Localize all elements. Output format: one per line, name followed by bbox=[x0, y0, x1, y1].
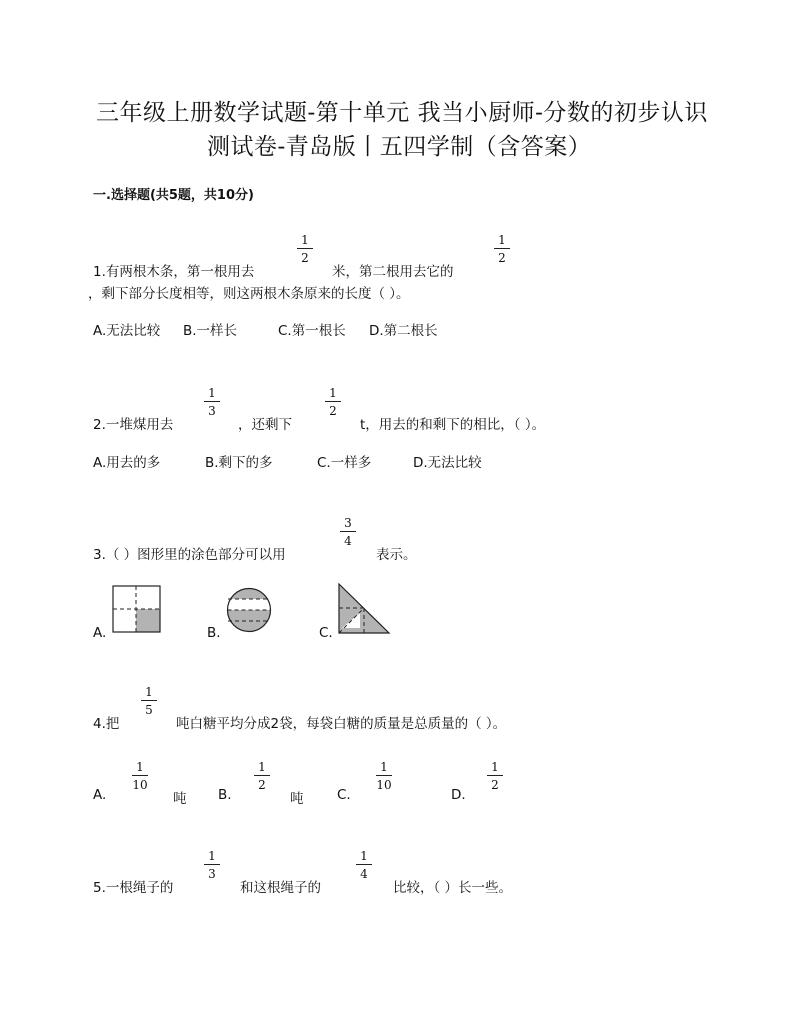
q4-frac1-denominator: 5 bbox=[145, 703, 153, 717]
q2-frac2-numerator: 1 bbox=[329, 386, 337, 400]
fraction-bar bbox=[297, 248, 313, 249]
fraction-bar bbox=[487, 775, 503, 776]
figure-a-shaded-quarter bbox=[136, 609, 160, 632]
q4-option-d-label[interactable]: D. bbox=[451, 787, 466, 803]
q2-option-c[interactable]: C.一样多 bbox=[317, 455, 372, 471]
q4-option-a-label[interactable]: A. bbox=[93, 787, 107, 803]
fraction-bar bbox=[204, 401, 220, 402]
q3-text-part2: 表示。 bbox=[376, 547, 417, 563]
q1-option-d[interactable]: D.第二根长 bbox=[369, 323, 438, 339]
q5-text-part2: 和这根绳子的 bbox=[240, 880, 321, 896]
q2-option-a[interactable]: A.用去的多 bbox=[93, 455, 161, 471]
q4-text-part2: 吨白糖平均分成2袋，每袋白糖的质量是总质量的（ ）。 bbox=[176, 716, 507, 732]
q2-option-b[interactable]: B.剩下的多 bbox=[205, 455, 273, 471]
q1-fraction-1 bbox=[294, 233, 316, 265]
q1-frac1-denominator: 2 bbox=[301, 251, 309, 265]
q1-frac2-denominator: 2 bbox=[498, 251, 506, 265]
q5-text-part1: 5.一根绳子的 bbox=[93, 880, 174, 896]
fraction-bar bbox=[340, 531, 356, 532]
q4-option-a-fraction bbox=[129, 760, 151, 792]
q3-figure-c-triangle[interactable] bbox=[338, 583, 392, 635]
fraction-bar bbox=[376, 775, 392, 776]
q4-option-b-unit: 吨 bbox=[290, 791, 304, 807]
q1-frac1-numerator: 1 bbox=[301, 233, 309, 247]
q4-option-c-label[interactable]: C. bbox=[337, 787, 351, 803]
q3-text-part1: 3.（ ）图形里的涂色部分可以用 bbox=[93, 547, 286, 563]
q3-frac1-denominator: 4 bbox=[344, 534, 352, 548]
q2-text-part3: t，用去的和剩下的相比，（ ）。 bbox=[360, 417, 546, 433]
q3-fraction-1 bbox=[337, 516, 359, 548]
document-title-line1: 三年级上册数学试题-第十单元 我当小厨师-分数的初步认识 bbox=[96, 100, 708, 126]
q1-option-b[interactable]: B.一样长 bbox=[183, 323, 238, 339]
q4-frac1-numerator: 1 bbox=[145, 685, 153, 699]
q5-text-part3: 比较，（ ）长一些。 bbox=[393, 880, 513, 896]
fraction-bar bbox=[494, 248, 510, 249]
q5-frac1-denominator: 3 bbox=[208, 867, 216, 881]
q2-text-part2: ，还剩下 bbox=[238, 417, 292, 433]
fraction-bar bbox=[356, 864, 372, 865]
q1-option-c[interactable]: C.第一根长 bbox=[278, 323, 346, 339]
q4-opt-a-denominator: 10 bbox=[132, 778, 148, 792]
q4-option-a-unit: 吨 bbox=[173, 791, 187, 807]
q4-opt-d-numerator: 1 bbox=[491, 760, 499, 774]
q4-opt-b-numerator: 1 bbox=[258, 760, 266, 774]
q4-option-d-fraction bbox=[484, 760, 506, 792]
q1-fraction-2 bbox=[491, 233, 513, 265]
q2-fraction-2 bbox=[322, 386, 344, 418]
q3-figure-b-circle[interactable] bbox=[226, 587, 272, 633]
q4-fraction-1 bbox=[138, 685, 160, 717]
q1-text-part1: 1.有两根木条，第一根用去 bbox=[93, 264, 255, 280]
q2-option-d[interactable]: D.无法比较 bbox=[413, 455, 482, 471]
q4-option-b-fraction bbox=[251, 760, 273, 792]
fraction-bar bbox=[204, 864, 220, 865]
q2-text-part1: 2.一堆煤用去 bbox=[93, 417, 174, 433]
q4-opt-b-denominator: 2 bbox=[258, 778, 266, 792]
q1-text-part2: 米，第二根用去它的 bbox=[332, 264, 454, 280]
q1-option-a[interactable]: A.无法比较 bbox=[93, 323, 161, 339]
q4-opt-c-numerator: 1 bbox=[380, 760, 388, 774]
q4-text-part1: 4.把 bbox=[93, 716, 120, 732]
q4-opt-c-denominator: 10 bbox=[376, 778, 392, 792]
fraction-bar bbox=[132, 775, 148, 776]
q1-text-line2: ，剩下部分长度相等，则这两根木条原来的长度（ ）。 bbox=[88, 286, 410, 302]
q3-option-c[interactable]: C. bbox=[319, 625, 333, 641]
q5-frac2-denominator: 4 bbox=[360, 867, 368, 881]
q2-frac2-denominator: 2 bbox=[329, 404, 337, 418]
document-title-line2: 测试卷-青岛版丨五四学制（含答案） bbox=[207, 134, 592, 160]
q1-frac2-numerator: 1 bbox=[498, 233, 506, 247]
q3-figure-a-square[interactable] bbox=[112, 585, 162, 633]
fraction-bar bbox=[325, 401, 341, 402]
section-heading: 一.选择题(共5题，共10分) bbox=[93, 188, 254, 203]
q5-frac2-numerator: 1 bbox=[360, 849, 368, 863]
q4-option-b-label[interactable]: B. bbox=[218, 787, 232, 803]
q5-fraction-2 bbox=[353, 849, 375, 881]
fraction-bar bbox=[254, 775, 270, 776]
q4-opt-a-numerator: 1 bbox=[136, 760, 144, 774]
q4-opt-d-denominator: 2 bbox=[491, 778, 499, 792]
q4-option-c-fraction bbox=[373, 760, 395, 792]
q5-fraction-1 bbox=[201, 849, 223, 881]
q3-option-b[interactable]: B. bbox=[207, 625, 221, 641]
fraction-bar bbox=[141, 700, 157, 701]
q2-frac1-denominator: 3 bbox=[208, 404, 216, 418]
q5-frac1-numerator: 1 bbox=[208, 849, 216, 863]
q2-frac1-numerator: 1 bbox=[208, 386, 216, 400]
q3-option-a[interactable]: A. bbox=[93, 625, 107, 641]
q3-frac1-numerator: 3 bbox=[344, 516, 352, 530]
q2-fraction-1 bbox=[201, 386, 223, 418]
